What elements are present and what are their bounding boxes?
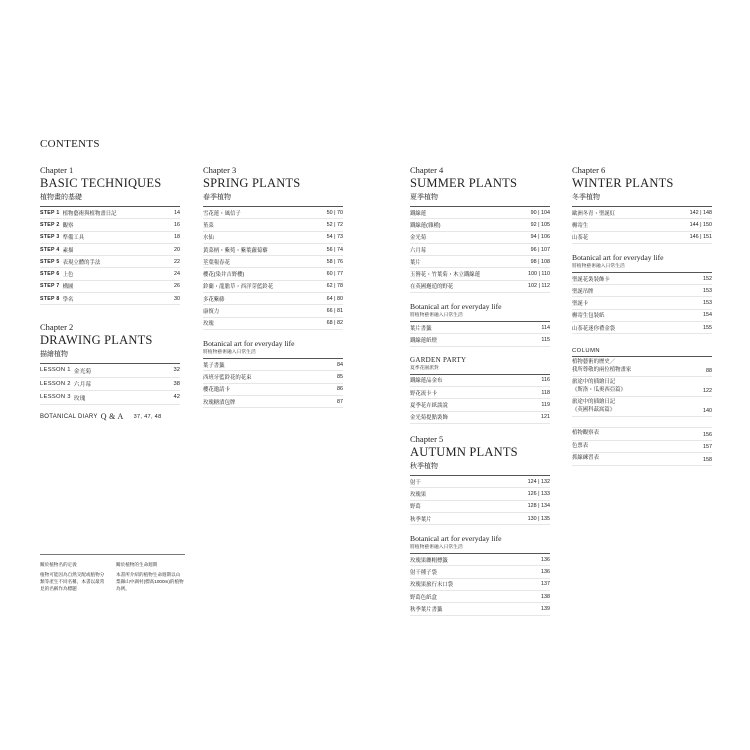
row-label: 植物藝術的歷史／ 我所尊敬的兩位植物畫家 (572, 359, 632, 373)
toc-row[interactable] (203, 281, 343, 293)
row-label: 雪花蓮・風信子 (203, 210, 241, 217)
row-label: 金光菊 (410, 235, 427, 242)
page-number: 32 (173, 367, 180, 374)
row-label: 金光菊提點裝飾 (410, 415, 448, 422)
page-number: 85 (337, 373, 343, 380)
toc-row[interactable] (203, 318, 343, 330)
page-number: 114 (541, 324, 550, 331)
toc-row[interactable] (40, 219, 180, 231)
page-number: 14 (174, 209, 180, 216)
row-label: 山茶花 (572, 235, 589, 242)
row-label: 玫瑰 (73, 395, 86, 402)
row-label: 植物觀察表 (572, 430, 599, 437)
section-subtitle: 夏季花園派對 (410, 365, 439, 371)
toc-row[interactable] (410, 281, 550, 293)
page-number: 115 (541, 337, 550, 344)
chapter-number: Chapter 1 (40, 165, 74, 175)
toc-list (203, 206, 343, 330)
toc-row[interactable] (410, 579, 550, 591)
row-label: 葉片書籤 (410, 325, 432, 332)
toc-row[interactable] (410, 501, 550, 513)
row-label: 射干種子袋 (410, 570, 437, 577)
toc-row[interactable] (410, 256, 550, 268)
toc-list (40, 363, 180, 405)
chapter-number: Chapter 2 (40, 322, 74, 332)
lesson-label: LESSON 1 (40, 367, 71, 374)
toc-row[interactable] (40, 244, 180, 256)
row-label: 抓線練習表 (572, 455, 599, 462)
toc-row[interactable] (410, 375, 550, 387)
row-label: 六月莓 (73, 382, 92, 389)
row-label: 觀察 (62, 222, 74, 229)
page-number: 142 | 148 (689, 209, 712, 216)
page-number: 58 | 76 (326, 258, 343, 265)
toc-row[interactable] (410, 488, 550, 500)
toc-row[interactable] (572, 285, 712, 297)
page-number: 87 (337, 398, 343, 405)
page-number: 144 | 150 (689, 221, 712, 228)
page-number: 153 (703, 300, 712, 307)
toc-column-4 (572, 165, 712, 466)
toc-row[interactable] (203, 244, 343, 256)
row-label: 山茶花迷你禮金袋 (572, 325, 616, 332)
row-label: 構圖 (62, 284, 74, 291)
page-number: 124 | 132 (527, 478, 550, 485)
chapter-subtitle: 秋季植物 (410, 463, 438, 470)
row-label: 野花流卡卡 (410, 390, 437, 397)
toc-list (572, 272, 712, 334)
lesson-label: LESSON 2 (40, 380, 71, 387)
row-label: 素描 (62, 247, 74, 254)
chapter-subtitle: 冬季植物 (572, 194, 600, 201)
chapter-subtitle: 夏季植物 (410, 194, 438, 201)
page-number: 140 (703, 408, 712, 415)
row-label: 水仙 (203, 235, 214, 242)
toc-row[interactable] (572, 377, 712, 397)
toc-row[interactable] (203, 219, 343, 231)
toc-row[interactable] (203, 371, 343, 383)
row-label: 櫻花(染井吉野櫻) (203, 272, 245, 279)
page-number: 121 (541, 414, 550, 421)
page-number: 139 (541, 606, 550, 613)
toc-row[interactable] (40, 364, 180, 378)
toc-row[interactable] (410, 399, 550, 411)
row-label: 莖葉報春花 (203, 259, 230, 266)
toc-row[interactable] (572, 453, 712, 466)
chapter-title: SPRING PLANTS (203, 176, 301, 190)
toc-column-2 (203, 165, 343, 408)
row-label: 西班牙藍鈴花的花束 (203, 374, 252, 381)
row-label: 植物藝術與植物畫日記 (62, 210, 117, 217)
row-label: 鐵線蓮紙燈 (410, 338, 437, 345)
page-number: 154 (703, 312, 712, 319)
page-number: 96 | 107 (530, 246, 550, 253)
toc-list (203, 358, 343, 408)
toc-row[interactable] (203, 293, 343, 305)
row-label: 鐵線蓮(雜種) (410, 222, 441, 229)
toc-row[interactable] (410, 591, 550, 603)
row-label: 夏季花卉紙談說 (410, 402, 448, 409)
row-label: 歐洲冬青・聖誕紅 (572, 210, 616, 217)
row-label: 野葛 (410, 504, 421, 511)
row-label: 六月莓 (410, 247, 427, 254)
row-label: 多花紫藤 (203, 296, 225, 303)
section-subtitle: 將植物藝術融入日常生活 (572, 263, 625, 269)
page-number: 16 (174, 221, 180, 228)
toc-row[interactable] (203, 396, 343, 408)
chapter-title: SUMMER PLANTS (410, 176, 518, 190)
section-subtitle: 將植物藝術融入日常生活 (203, 349, 256, 355)
toc-row[interactable] (203, 256, 343, 268)
row-label: 黃菜柄・紫菀・紫葉蘿蔔藜 (203, 247, 268, 254)
chapter-title: WINTER PLANTS (572, 176, 674, 190)
row-label: 玫瑰 (203, 321, 214, 328)
toc-row[interactable] (40, 232, 180, 244)
toc-row[interactable] (203, 232, 343, 244)
page-number: 52 | 72 (326, 221, 343, 228)
toc-row[interactable] (572, 397, 712, 417)
page-number: 138 (541, 593, 550, 600)
page-number: 119 (541, 401, 550, 408)
note-title: 關於植物名的定義 (40, 562, 77, 567)
step-label: STEP 6 (40, 271, 60, 278)
step-label: STEP 1 (40, 209, 60, 216)
contents-title: CONTENTS (40, 138, 100, 150)
toc-row[interactable] (572, 357, 712, 377)
page-number: 94 | 106 (530, 234, 550, 241)
step-label: STEP 7 (40, 283, 60, 290)
page-number: 50 | 70 (326, 209, 343, 216)
page-number: 136 (541, 569, 550, 576)
toc-list (410, 206, 550, 293)
chapter-number: Chapter 6 (572, 165, 606, 175)
row-label: 玫瑰果旅行末口袋 (410, 582, 454, 589)
step-label: STEP 5 (40, 258, 60, 265)
row-label: 玫瑰果纏帽標籤 (410, 557, 448, 564)
page-number: 92 | 105 (530, 221, 550, 228)
page-number: 68 | 82 (326, 320, 343, 327)
step-label: STEP 3 (40, 234, 60, 241)
toc-row[interactable] (410, 412, 550, 424)
toc-row[interactable] (572, 207, 712, 219)
toc-row[interactable] (410, 334, 550, 346)
step-label: STEP 4 (40, 246, 60, 253)
section-heading: Botanical art for everyday life (410, 534, 502, 544)
page-number: 118 (541, 389, 550, 396)
row-label: 聖誕花裝裝飾卡 (572, 276, 610, 283)
toc-row[interactable] (410, 603, 550, 615)
toc-row[interactable] (40, 207, 180, 219)
note-plant-names (40, 561, 108, 592)
note-body: 本書所介紹的植物生命週期以山梨縣山中湖村(標高1000m)的植物為例。 (116, 572, 184, 591)
row-label: 學名 (62, 296, 74, 303)
row-label: 玉簪花・竹葉菊・木立鐵線蓮 (410, 272, 481, 279)
page-number: 153 (703, 287, 712, 294)
page-number: 137 (541, 581, 550, 588)
row-label: 堇菜 (203, 222, 214, 229)
row-label: 準備工具 (62, 235, 85, 242)
chapter-2 (40, 322, 180, 423)
toc-row[interactable] (203, 359, 343, 371)
chapter-subtitle: 描繪植物 (40, 351, 68, 358)
diary-qa: Q & A (100, 412, 124, 421)
toc-row[interactable] (40, 268, 180, 280)
chapter-subtitle: 植物畫的基礎 (40, 194, 82, 201)
row-label: 在英國邂逅的野花 (410, 284, 454, 291)
page-number: 86 (337, 386, 343, 393)
row-label: 野葛色紙盒 (410, 594, 437, 601)
page-number: 18 (174, 234, 180, 241)
step-label: STEP 8 (40, 295, 60, 302)
toc-row[interactable] (410, 232, 550, 244)
page-number: 90 | 104 (530, 209, 550, 216)
chapter-title: DRAWING PLANTS (40, 333, 153, 347)
page-number: 60 | 77 (326, 271, 343, 278)
toc-list (410, 374, 550, 424)
row-label: 葉子書籤 (203, 362, 225, 369)
row-label: 旅途中的插繪日記 《斯洛・瓜奧西亞篇》 (572, 379, 626, 393)
chapter-title: AUTUMN PLANTS (410, 445, 518, 459)
toc-row[interactable] (410, 322, 550, 334)
toc-row[interactable] (203, 384, 343, 396)
page-number: 56 | 74 (326, 246, 343, 253)
row-label: 鐵線蓮品金布 (410, 378, 443, 385)
note-life-cycle (116, 561, 184, 592)
toc-row[interactable] (572, 322, 712, 334)
page-number: 122 (703, 388, 712, 395)
row-label: 鈴蘭・龍膽草・西洋芽藍鈴花 (203, 284, 274, 291)
lesson-label: LESSON 3 (40, 394, 71, 401)
toc-row[interactable] (410, 244, 550, 256)
row-label: 玫瑰糖漬包牌 (203, 399, 236, 406)
page-number: 155 (703, 324, 712, 331)
row-label: 上色 (62, 272, 74, 279)
toc-row[interactable] (40, 281, 180, 293)
toc-list (572, 206, 712, 244)
chapter-title: BASIC TECHNIQUES (40, 176, 162, 190)
note-body: 植物可能因為自然交配或植物分類等產生不同名稱，本書以最常見的名稱作為標題 (40, 572, 105, 591)
chapter-subtitle: 春季植物 (203, 194, 231, 201)
chapter-1 (40, 165, 180, 305)
page-number: 128 | 134 (527, 503, 550, 510)
column-heading: COLUMN (572, 348, 601, 355)
chapter-number: Chapter 4 (410, 165, 444, 175)
page-number: 102 | 112 (528, 283, 550, 290)
toc-row[interactable] (40, 378, 180, 392)
toc-row[interactable] (40, 391, 180, 405)
page-number: 26 (174, 283, 180, 290)
toc-row[interactable] (410, 268, 550, 280)
row-label: 鐵線蓮 (410, 210, 427, 217)
diary-label: BOTANICAL DIARY (40, 413, 98, 420)
column-list (572, 356, 712, 466)
chapter-number: Chapter 3 (203, 165, 237, 175)
page-number: 24 (174, 271, 180, 278)
row-label: 櫻花邀請卡 (203, 387, 230, 394)
page-number: 64 | 80 (326, 295, 343, 302)
row-label: 槲寄生包裝紙 (572, 313, 605, 320)
chapter-number: Chapter 5 (410, 434, 444, 444)
row-label: 聖誕卡 (572, 301, 589, 308)
toc-row[interactable] (410, 566, 550, 578)
toc-row[interactable] (40, 293, 180, 305)
toc-row[interactable] (203, 207, 343, 219)
section-subtitle: 將植物藝術融入日常生活 (410, 313, 463, 319)
row-label: 色票表 (572, 442, 589, 449)
row-label: 槲寄生 (572, 222, 589, 229)
page-number: 130 | 135 (527, 515, 550, 522)
row-label: 射干 (410, 479, 421, 486)
row-label: 康復力 (203, 309, 220, 316)
toc-list (410, 321, 550, 347)
step-label: STEP 2 (40, 221, 60, 228)
toc-row[interactable] (410, 207, 550, 219)
page-number: 30 (174, 295, 180, 302)
toc-row[interactable] (572, 310, 712, 322)
toc-column-3 (410, 165, 550, 424)
toc-row[interactable] (410, 387, 550, 399)
toc-row[interactable] (410, 476, 550, 488)
page-number: 54 | 73 (326, 234, 343, 241)
page-number: 116 (541, 377, 550, 384)
toc-list (40, 206, 180, 305)
note-title: 關於植物的生命週期 (116, 562, 158, 567)
toc-row[interactable] (572, 273, 712, 285)
page-number: 42 (173, 394, 180, 401)
section-heading: Botanical art for everyday life (410, 302, 502, 312)
row-label: 金光菊 (73, 368, 92, 375)
toc-row[interactable] (410, 513, 550, 525)
toc-row[interactable] (572, 427, 712, 441)
row-label: 表現立體的手法 (62, 259, 101, 266)
page-number: 98 | 108 (530, 258, 550, 265)
chapter-5 (410, 434, 550, 616)
toc-list (410, 475, 550, 525)
page-number: 62 | 78 (326, 283, 343, 290)
page-number: 66 | 81 (326, 308, 343, 315)
page-number: 152 (703, 275, 712, 282)
toc-row[interactable] (410, 554, 550, 566)
page-number: 38 (173, 380, 180, 387)
row-label: 玫瑰果 (410, 491, 427, 498)
page-number: 158 (703, 456, 712, 463)
page-number: 37, 47, 48 (133, 413, 162, 420)
page-number: 84 (337, 361, 343, 368)
botanical-diary-row[interactable] (40, 411, 180, 423)
section-subtitle: 將植物藝術融入日常生活 (410, 545, 463, 551)
page-number: 136 (541, 556, 550, 563)
row-label: 秋季葉片 (410, 516, 432, 523)
section-heading: GARDEN PARTY (410, 355, 467, 364)
page-number: 88 (706, 368, 712, 375)
section-heading: Botanical art for everyday life (203, 338, 295, 348)
toc-row[interactable] (203, 305, 343, 317)
toc-row[interactable] (572, 297, 712, 309)
row-label: 聖誕吊牌 (572, 288, 594, 295)
toc-column-1 (40, 165, 180, 305)
page-number: 22 (174, 258, 180, 265)
row-label: 葉片 (410, 259, 421, 266)
toc-list (410, 553, 550, 615)
toc-row[interactable] (572, 219, 712, 231)
toc-row[interactable] (572, 232, 712, 244)
footnotes (40, 554, 185, 592)
page-number: 146 | 151 (689, 234, 712, 241)
page-number: 126 | 133 (527, 490, 550, 497)
toc-row[interactable] (40, 256, 180, 268)
toc-row[interactable] (203, 268, 343, 280)
page-number: 157 (703, 444, 712, 451)
toc-row[interactable] (572, 441, 712, 454)
page-number: 20 (174, 246, 180, 253)
page-number: 100 | 110 (528, 271, 550, 278)
row-label: 旅途中的插繪日記 《英國科茲窩篇》 (572, 399, 616, 413)
toc-row[interactable] (410, 219, 550, 231)
section-heading: Botanical art for everyday life (572, 252, 664, 262)
page-number: 156 (703, 431, 712, 438)
row-label: 秋季葉片書籤 (410, 607, 443, 614)
